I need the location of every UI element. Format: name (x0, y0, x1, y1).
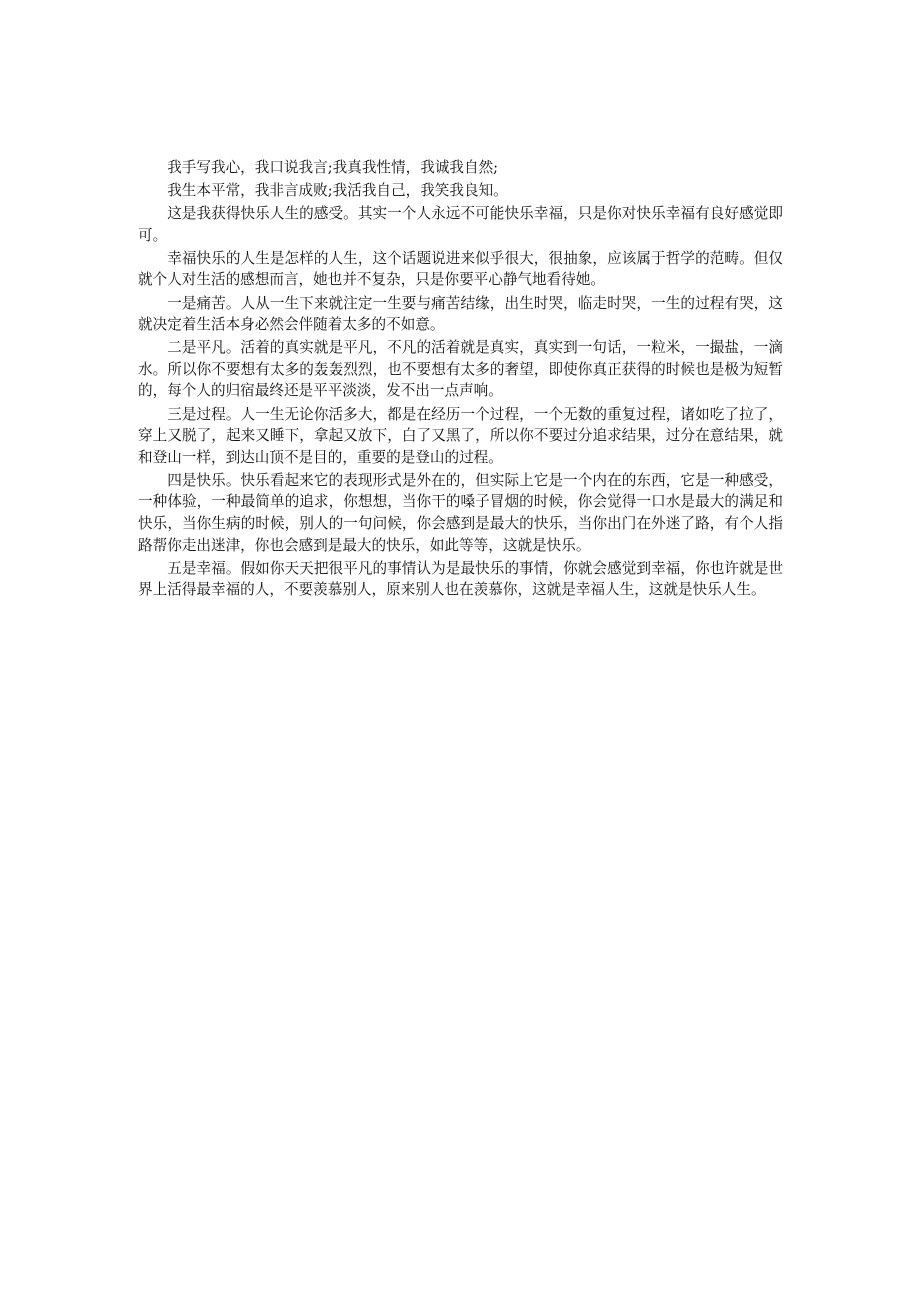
paragraph-9: 五是幸福。假如你天天把很平凡的事情认为是最快乐的事情，你就会感觉到幸福，你也许就是世界上活得最幸福的人，不要羡慕别人，原来别人也在羡慕你，这就是幸福人生，这就是快乐人生。 (138, 559, 783, 599)
paragraph-1: 我手写我心，我口说我言;我真我性情，我诚我自然; (167, 159, 499, 176)
paragraph-6: 二是平凡。活着的真实就是平凡，不凡的活着就是真实，真实到一句话，一粒米，一撮盐，一滴水。所以你不要想有太多的轰轰烈烈，也不要想有太多的奢望，即使你真正获得的时候也是极为短暂的，每个人的归宿最终还是平平淡淡，发不出一点声响。 (138, 339, 783, 400)
paragraph-2: 我生本平常，我非言成败;我活我自己，我笑我良知。 (167, 182, 508, 200)
paragraph-3: 这是我获得快乐人生的感受。其实一个人永远不可能快乐幸福，只是你对快乐幸福有良好感觉即可。 (138, 205, 783, 244)
paragraph-7: 三是过程。人一生无论你活多大，都是在经历一个过程，一个无数的重复过程，诸如吃了拉了，穿上又脱了，起来又睡下，拿起又放下，白了又黑了，所以你不要过分追求结果，过分在意结果，就和登山一样，到达山顶不是目的，重要的是登山的过程。 (138, 405, 783, 466)
paragraph-5: 一是痛苦。人从一生下来就注定一生要与痛苦结缘，出生时哭，临走时哭，一生的过程有哭，这就决定着生活本身必然会伴随着太多的不如意。 (138, 294, 783, 334)
document-body (138, 157, 783, 602)
paragraph-4: 幸福快乐的人生是怎样的人生，这个话题说进来似乎很大，很抽象，应该属于哲学的范畴。但仅就个人对生活的感想而言，她也并不复杂，只是你要平心静气地看待她。 (138, 249, 783, 289)
paragraph-8: 四是快乐。快乐看起来它的表现形式是外在的，但实际上它是一个内在的东西，它是一种感受，一种体验，一种最简单的追求，你想想，当你干的嗓子冒烟的时候，你会觉得一口水是最大的满足和快乐，当你生病的时候，别人的一句问候，你会感到是最大的快乐，当你出门在外迷了路，有个人指路帮你走出迷津，你也会感到是最大的快乐，如此等等，这就是快乐。 (138, 471, 783, 554)
